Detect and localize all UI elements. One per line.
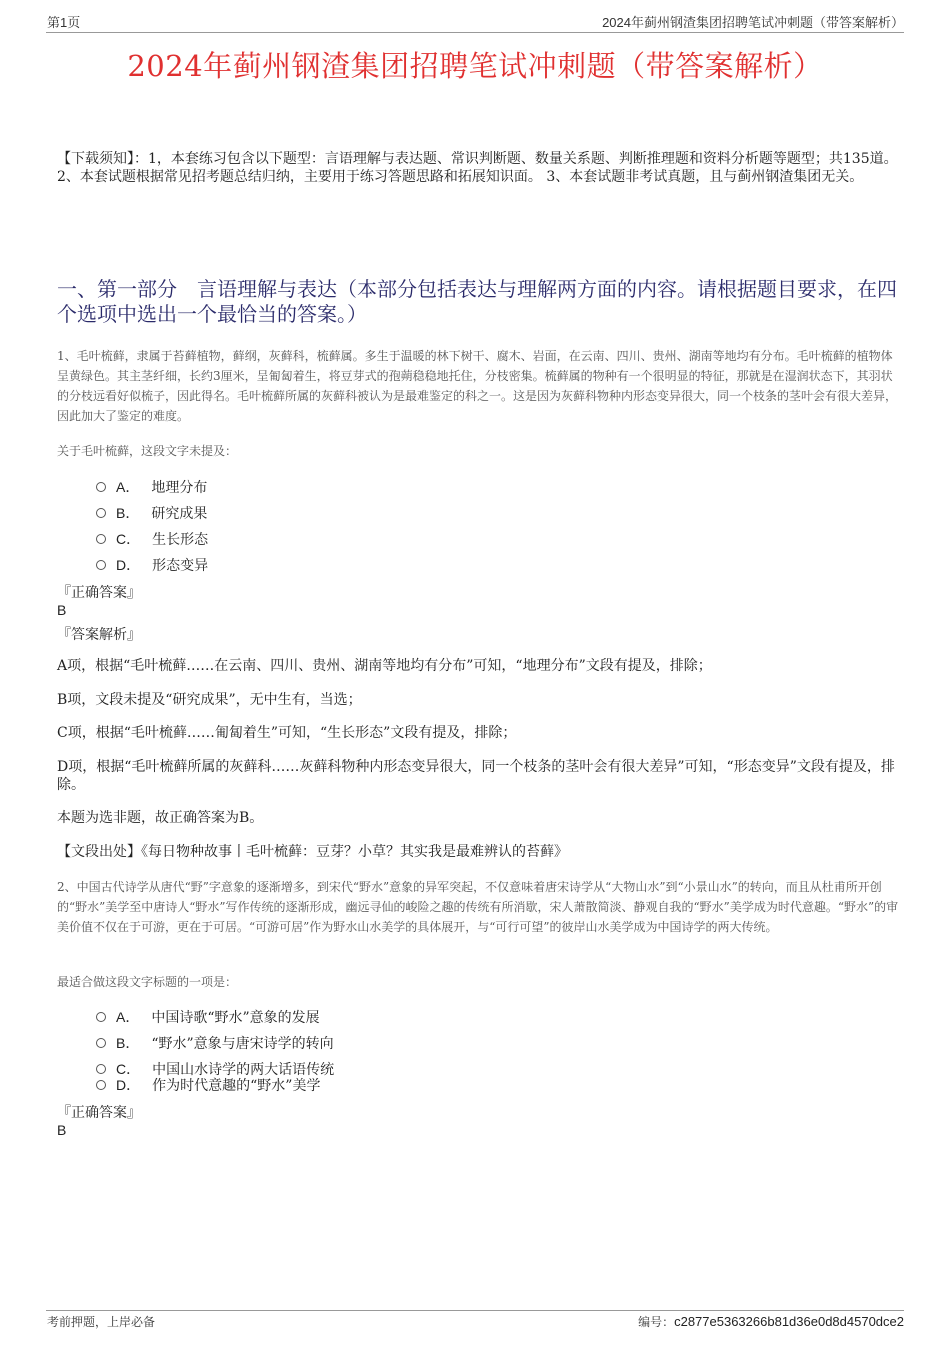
- radio-icon[interactable]: [96, 482, 106, 492]
- page-title: 2024年蓟州钢渣集团招聘笔试冲刺题（带答案解析）: [127, 49, 823, 83]
- q1-analysis-c: C项，根据“毛叶梳藓……匍匐着生”可知，“生长形态”文段有提及，排除；: [57, 725, 517, 741]
- download-notice: 【下载须知】：1，本套练习包含以下题型：言语理解与表达题、常识判断题、数量关系题、判断推理题和资料分析题等题型；共135道。 2、本套试题根据常见招考题总结归纳，主要用于练习答题思路和拓展知识面。 3、本套试题非考试真题，且与蓟州钢渣集团无关。: [57, 151, 898, 185]
- header-divider: [46, 32, 904, 33]
- section-heading: 一、第一部分 言语理解与表达（本部分包括表达与理解两方面的内容。请根据题目要求，在四个选项中选出一个最恰当的答案。）: [57, 277, 897, 326]
- q2-answer: B: [57, 1122, 67, 1138]
- option-key: A．: [116, 479, 140, 495]
- header-doc-title: 2024年蓟州钢渣集团招聘笔试冲刺题（带答案解析）: [602, 15, 904, 30]
- radio-icon[interactable]: [96, 1064, 106, 1074]
- option-text: 中国山水诗学的两大话语传统: [152, 1062, 335, 1078]
- q1-source: 【文段出处】《每日物种故事丨毛叶梳藓：豆芽？小草？其实我是最难辨认的苔藓》: [57, 844, 568, 860]
- radio-icon[interactable]: [96, 1080, 106, 1090]
- option-text: 研究成果: [151, 506, 208, 522]
- option-text: 作为时代意趣的“野水”美学: [152, 1078, 321, 1094]
- radio-icon[interactable]: [96, 1038, 106, 1048]
- option-key: B．: [116, 505, 140, 521]
- q1-option-c[interactable]: [96, 529, 208, 549]
- q2-passage: 2、中国古代诗学从唐代“野”字意象的逐渐增多，到宋代“野水”意象的异军突起，不仅意味着唐宋诗学从“大物山水”到“小景山水”的转向，而且从杜甫所开创的“野水”美学至中唐诗人“野水”写作传统的逐渐形成，幽远寻仙的峻险之趣的传统有所消歇，宋人萧散简淡、静观自我的“野水”美学成为时代意趣。“野水”的审美价值不仅在于可游，更在于可居。“可游可居”作为野水山水美学的具体展开，与“可行可望”的彼岸山水美学成为中国诗学的两大传统。: [57, 880, 899, 934]
- q1-analysis-label: 『答案解析』: [57, 627, 141, 643]
- q1-option-d[interactable]: [96, 555, 208, 575]
- option-key: D．: [116, 557, 141, 573]
- q2-question: 最适合做这段文字标题的一项是：: [57, 975, 238, 989]
- q1-question: 关于毛叶梳藓，这段文字未提及：: [57, 444, 238, 458]
- page-number: 第1页: [47, 15, 81, 30]
- q1-passage: 1、毛叶梳藓，隶属于苔藓植物，藓纲，灰藓科，梳藓属。多生于温暖的林下树干、腐木、岩面，在云南、四川、贵州、湖南等地均有分布。毛叶梳藓的植物体呈黄绿色。其主茎纤细，长约3厘米，呈匍匐着生，将豆芽式的孢蒴稳稳地托住，分枝密集。梳藓属的物种有一个很明显的特征，那就是在湿润状态下，其羽状的分枝远看好似梳子，因此得名。毛叶梳藓所属的灰藓科被认为是最难鉴定的科之一。这是因为灰藓科物种内形态变异很大，同一个枝条的茎叶会有很大差异，因此加大了鉴定的难度。: [57, 349, 898, 423]
- option-key: C．: [116, 531, 141, 547]
- option-text: “野水”意象与唐宋诗学的转向: [151, 1036, 334, 1052]
- q1-answer-label: 『正确答案』: [57, 585, 141, 601]
- q1-conclusion: 本题为选非题，故正确答案为B。: [57, 810, 264, 826]
- radio-icon[interactable]: [96, 560, 106, 570]
- q2-option-a[interactable]: [96, 1007, 320, 1027]
- footer-slogan: 考前押题，上岸必备: [47, 1315, 156, 1329]
- option-key: A．: [116, 1009, 140, 1025]
- radio-icon[interactable]: [96, 1012, 106, 1022]
- footer-code-value: c2877e5363266b81d36e0d8d4570dce2: [674, 1314, 904, 1329]
- q1-option-b[interactable]: [96, 503, 207, 523]
- radio-icon[interactable]: [96, 534, 106, 544]
- footer-divider: [46, 1310, 904, 1311]
- q2-option-d[interactable]: [96, 1075, 320, 1095]
- q2-answer-label: 『正确答案』: [57, 1105, 141, 1121]
- q1-analysis-a: A项，根据“毛叶梳藓……在云南、四川、贵州、湖南等地均有分布”可知，“地理分布”文段有提及，排除；: [57, 658, 712, 674]
- option-text: 形态变异: [152, 558, 209, 574]
- radio-icon[interactable]: [96, 508, 106, 518]
- footer-code: [638, 1313, 904, 1330]
- footer-code-label: 编号：: [638, 1315, 675, 1329]
- q1-analysis-d: D项，根据“毛叶梳藓所属的灰藓科……灰藓科物种内形态变异很大，同一个枝条的茎叶会有很大差异”可知，“形态变异”文段有提及，排除。: [57, 759, 895, 793]
- option-text: 生长形态: [152, 532, 209, 548]
- q2-option-b[interactable]: [96, 1033, 334, 1053]
- option-text: 地理分布: [151, 480, 208, 496]
- q1-analysis-b: B项，文段未提及“研究成果”，无中生有，当选；: [57, 692, 362, 708]
- option-key: D．: [116, 1077, 141, 1093]
- option-key: C．: [116, 1061, 141, 1077]
- option-text: 中国诗歌“野水”意象的发展: [151, 1010, 320, 1026]
- option-key: B．: [116, 1035, 140, 1051]
- q1-option-a[interactable]: [96, 477, 207, 497]
- q1-answer: B: [57, 602, 67, 618]
